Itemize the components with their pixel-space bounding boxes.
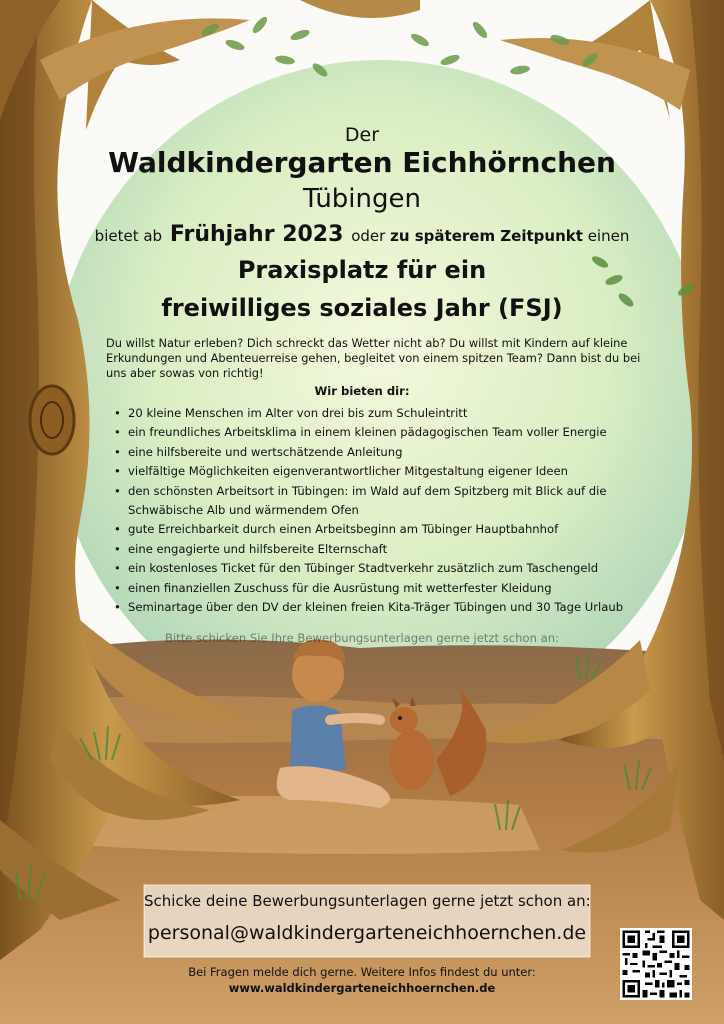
list-item: • ein kostenloses Ticket für den Tübinger Stadtverkehr zusätzlich zum Taschengeld [110, 559, 650, 578]
list-item: • den schönsten Arbeitsort in Tübingen: im Wald auf dem Spitzberg mit Blick auf die Schwäbische Alb und wärmendem Ofen [110, 482, 650, 521]
apply-email-link[interactable]: personal@waldkindergarteneichhoernchen.de [147, 922, 587, 944]
offer-line [0, 222, 724, 247]
list-item: • eine hilfsbereite und wertschätzende Anleitung [110, 443, 650, 462]
organization-city: Tübingen [303, 184, 421, 214]
offer-suffix: einen [587, 227, 630, 245]
qr-code-icon[interactable] [620, 928, 692, 1000]
list-item: • gute Erreichbarkeit durch einen Arbeitsbeginn am Tübinger Hauptbahnhof [110, 520, 650, 539]
position-title: Praxisplatz für ein [237, 256, 487, 284]
offer-connector: oder [351, 227, 386, 245]
list-item: • ein freundliches Arbeitsklima in einem kleinen pädagogischen Team voller Energie [110, 423, 650, 442]
list-item: • 20 kleine Menschen im Alter von drei bis zum Schuleintritt [110, 404, 650, 423]
footer-website-link[interactable]: www.waldkindergarteneichhoernchen.de [228, 981, 496, 995]
benefits-heading: Wir bieten dir: [314, 384, 410, 398]
footer-note: Bei Fragen melde dich gerne. Weitere Infos findest du unter: [188, 965, 536, 979]
offer-start-date: Frühjahr 2023 [169, 222, 344, 247]
list-item: • vielfältige Möglichkeiten eigenverantwortlicher Mitgestaltung eigener Ideen [110, 462, 650, 481]
apply-heading: Schicke deine Bewerbungsunterlagen gerne jetzt schon an: [144, 892, 591, 910]
intro-word: Der [344, 124, 380, 146]
faded-apply-line: Bitte schicken Sie Ihre Bewerbungsunterlagen gerne jetzt schon an: [164, 631, 559, 645]
list-item: • Seminartage über den DV der kleinen freien Kita-Träger Tübingen und 30 Tage Urlaub [110, 598, 650, 617]
intro-paragraph: Du willst Natur erleben? Dich schreckt das Wetter nicht ab? Du willst mit Kindern auf kleine Erkundungen und Abenteuerreise gehen, begleitet von einem spitzen Team? Dann bist du bei uns aber sowas von richtig! [106, 336, 641, 381]
organization-name: Waldkindergarten Eichhörnchen [108, 146, 616, 179]
offer-prefix: bietet ab [94, 227, 163, 245]
benefits-list [110, 404, 650, 617]
list-item: • eine engagierte und hilfsbereite Elternschaft [110, 540, 650, 559]
offer-alternative: zu späterem Zeitpunkt [390, 227, 583, 245]
list-item: • einen finanziellen Zuschuss für die Ausrüstung mit wetterfester Kleidung [110, 579, 650, 598]
position-subtitle: freiwilliges soziales Jahr (FSJ) [161, 294, 563, 322]
